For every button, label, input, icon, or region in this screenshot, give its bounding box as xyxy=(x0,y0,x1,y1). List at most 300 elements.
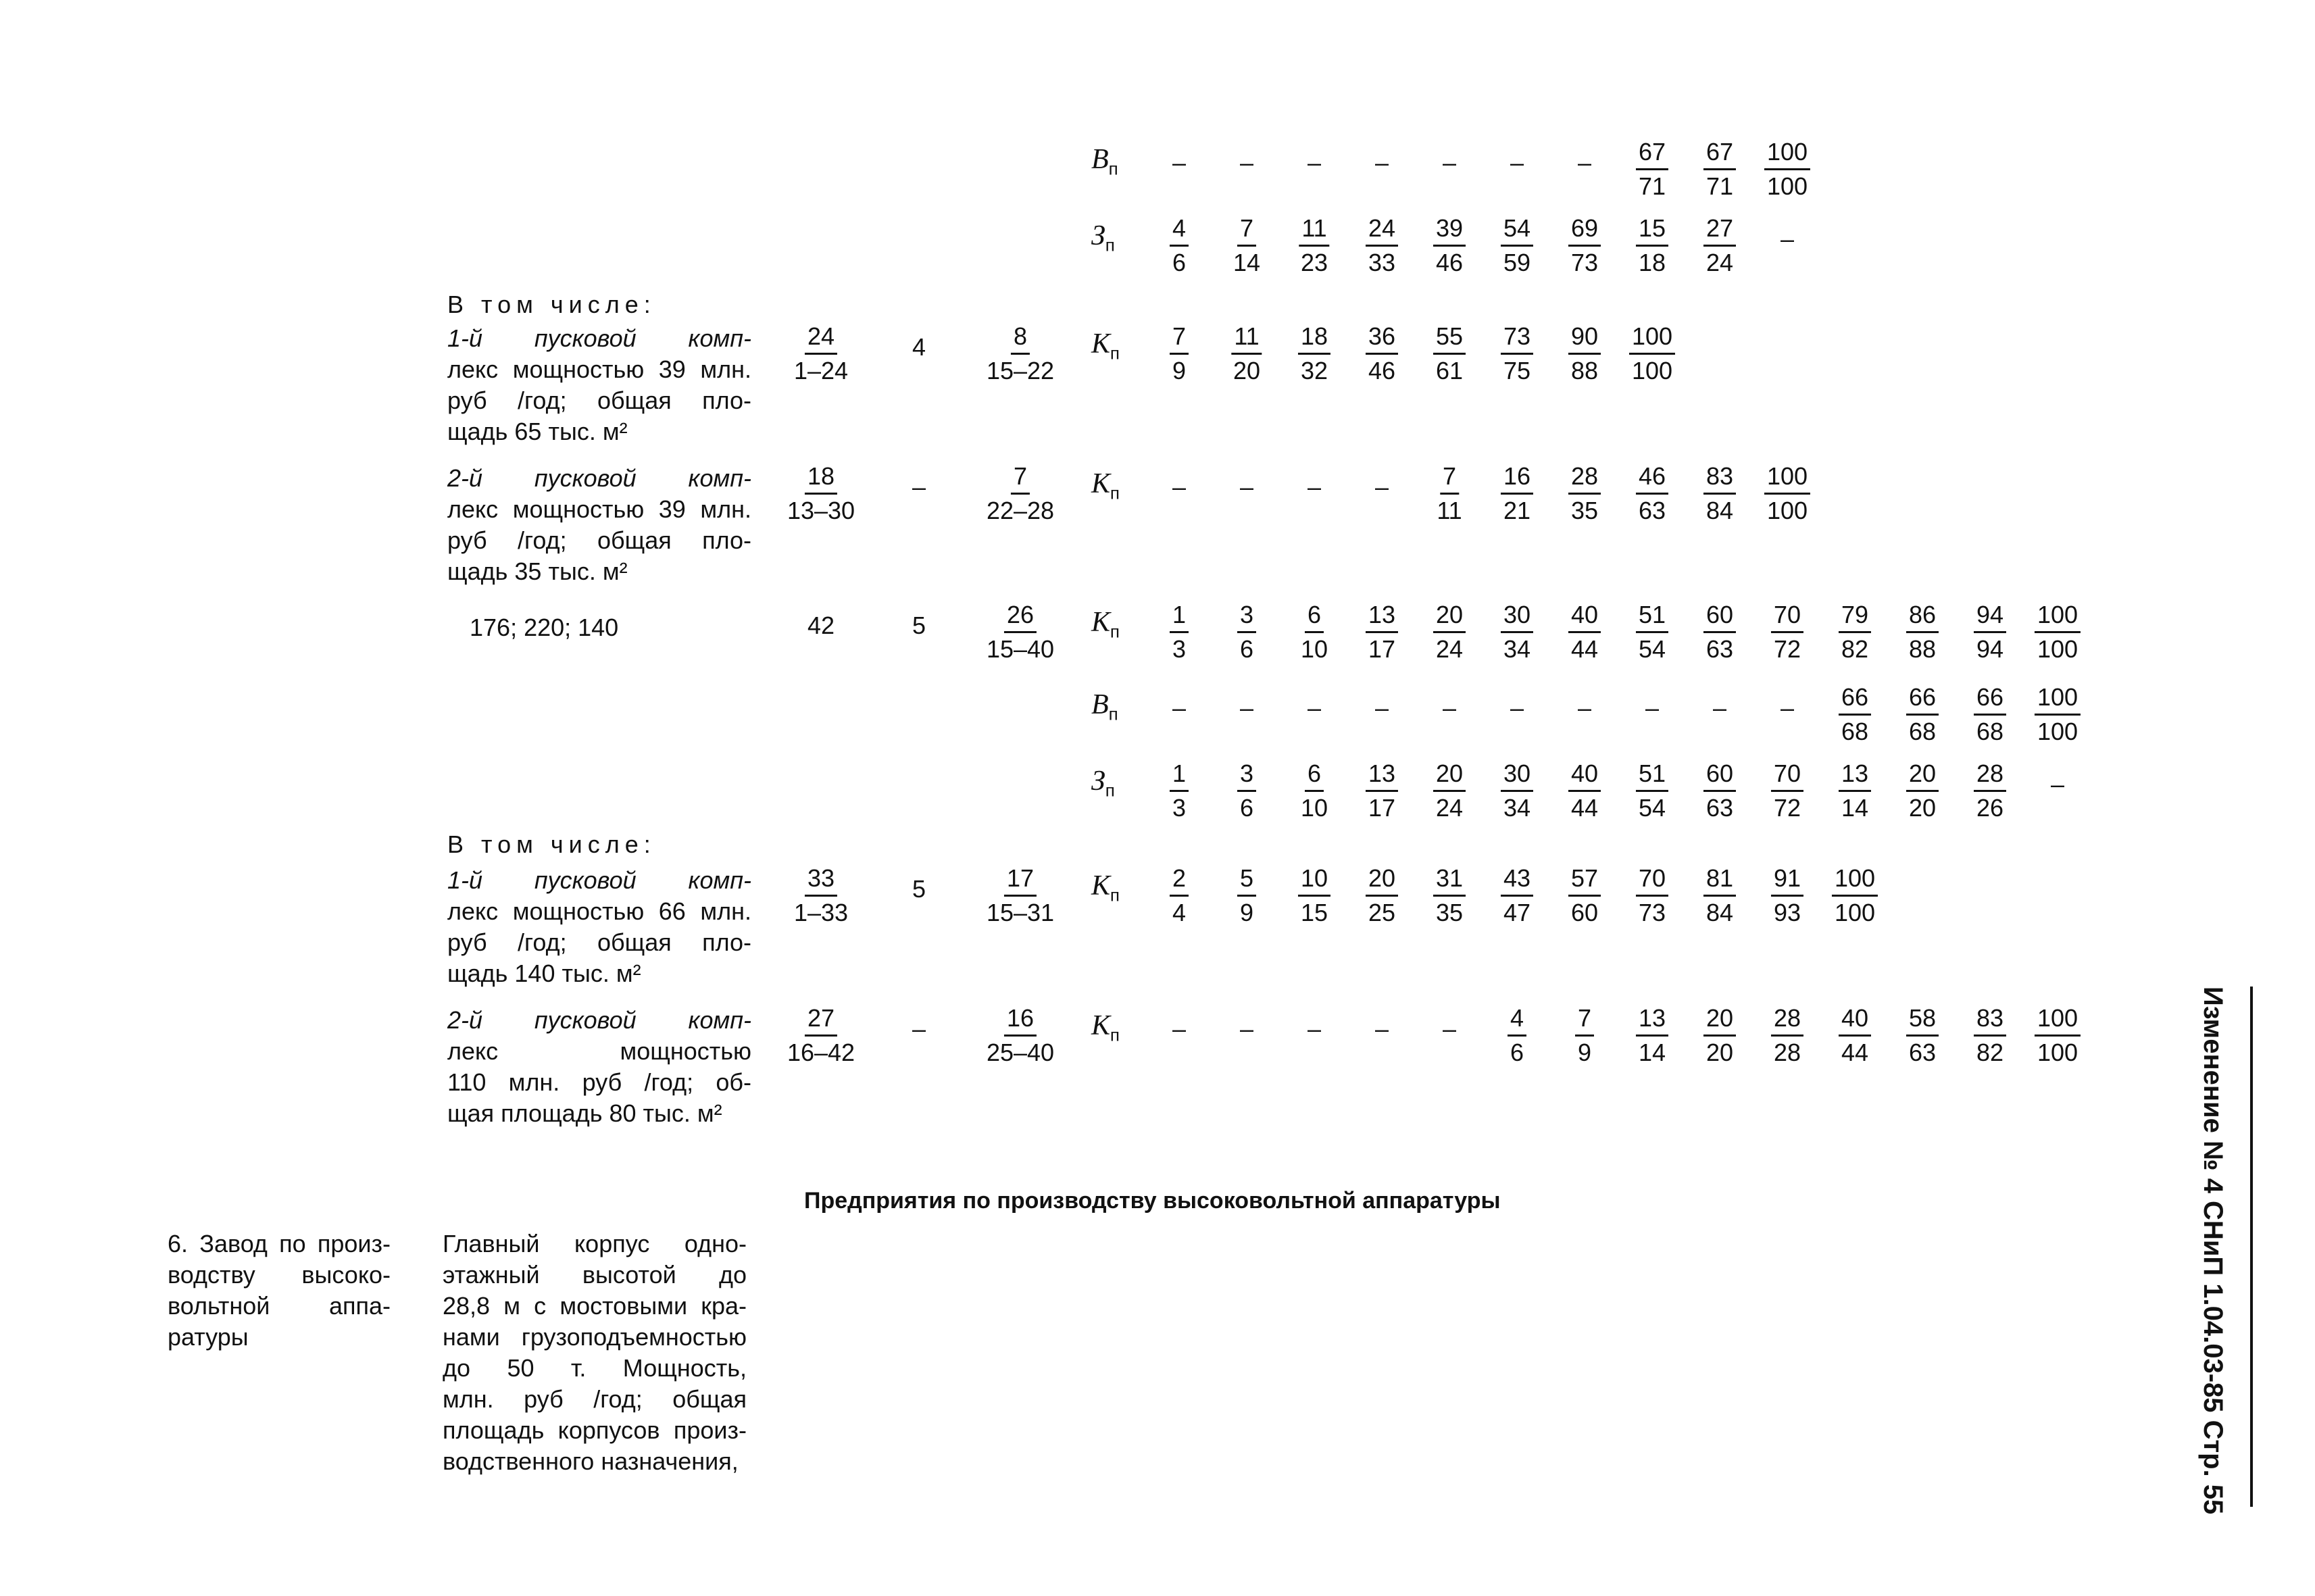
row176-zn-9-denominator: 72 xyxy=(1773,794,1801,822)
row176-zn-10-fraction xyxy=(1839,760,1871,822)
c3-kn-7-numerator: 70 xyxy=(1636,865,1668,897)
row176-vn-7: – xyxy=(1645,694,1660,722)
zn1-1-numerator: 7 xyxy=(1237,215,1256,247)
c4-kn-3: – xyxy=(1374,1015,1389,1043)
zn1-5-denominator: 59 xyxy=(1503,249,1531,276)
c2-col3-denominator: 22–28 xyxy=(986,497,1055,524)
c3-kn-10-numerator: 100 xyxy=(1832,865,1878,897)
vn1-5: – xyxy=(1510,149,1524,176)
row176-vn-6: – xyxy=(1577,694,1592,722)
c4-kn-0: – xyxy=(1172,1015,1187,1043)
label-vn-1 xyxy=(1091,144,1118,184)
c4-kn-11-denominator: 63 xyxy=(1908,1039,1937,1066)
row176-zn-6-numerator: 40 xyxy=(1568,760,1601,792)
c1-kn-5-numerator: 73 xyxy=(1501,323,1533,355)
c4-kn-13-fraction xyxy=(2035,1005,2081,1066)
c3-col3-numerator: 17 xyxy=(1004,865,1037,897)
row176-kn-1-denominator: 6 xyxy=(1239,635,1254,663)
vn1-9-denominator: 100 xyxy=(1766,172,1808,200)
c1-kn-3-numerator: 36 xyxy=(1366,323,1398,355)
c4-kn-1: – xyxy=(1239,1015,1254,1043)
row176-vn-12-denominator: 68 xyxy=(1976,718,2004,745)
c1-kn-7-fraction xyxy=(1629,323,1675,384)
c3-kn-2-denominator: 15 xyxy=(1300,899,1328,926)
c4-kn-2: – xyxy=(1307,1015,1322,1043)
c2-desc-line-2: руб /год; общая пло- xyxy=(447,526,751,554)
c4-label-kn xyxy=(1091,1010,1120,1050)
row176-kn-0-numerator: 1 xyxy=(1170,601,1189,633)
row176-zn-11-denominator: 20 xyxy=(1908,794,1937,822)
c4-kn-9-fraction xyxy=(1771,1005,1803,1066)
c2-kn-6-fraction xyxy=(1568,463,1601,524)
c4-kn-5-numerator: 4 xyxy=(1508,1005,1526,1037)
item6-desc-line-3: нами грузоподъемностью xyxy=(443,1323,747,1351)
c2-kn-6-numerator: 28 xyxy=(1568,463,1601,495)
c2-kn-5-numerator: 16 xyxy=(1501,463,1533,495)
c2-kn-4-numerator: 7 xyxy=(1440,463,1459,495)
c2-kn-8-denominator: 84 xyxy=(1706,497,1734,524)
c3-kn-1-denominator: 9 xyxy=(1239,899,1254,926)
row176-kn-7-fraction xyxy=(1636,601,1668,663)
zn1-5-numerator: 54 xyxy=(1501,215,1533,247)
c2-label-kn-subscript: п xyxy=(1110,482,1120,503)
c4-desc-line-1: лекс мощностью xyxy=(447,1037,751,1065)
item6-desc-line-5: млн. руб /год; общая xyxy=(443,1385,747,1413)
c3-kn-1-fraction xyxy=(1237,865,1256,926)
c3-kn-4-numerator: 31 xyxy=(1433,865,1466,897)
row176-vn-13-denominator: 100 xyxy=(2037,718,2078,745)
row176-zn-5-numerator: 30 xyxy=(1501,760,1533,792)
item6-desc-line-6: площадь корпусов произ- xyxy=(443,1416,747,1444)
c3-kn-5-fraction xyxy=(1501,865,1533,926)
row176-kn-4-denominator: 24 xyxy=(1435,635,1464,663)
row176-kn-1-fraction xyxy=(1237,601,1256,663)
c3-col1-denominator: 1–33 xyxy=(793,899,849,926)
c2-desc-line-0: 2-й пусковой комп- xyxy=(447,464,751,492)
c1-kn-1-denominator: 20 xyxy=(1233,357,1261,384)
zn1-0-fraction xyxy=(1170,215,1189,276)
c1-desc-line-3: щадь 65 тыс. м² xyxy=(447,418,628,445)
label-zn-1-letter: З xyxy=(1091,220,1105,251)
row176-kn-6-denominator: 44 xyxy=(1570,635,1599,663)
c1-col1-fraction xyxy=(794,323,848,384)
row176-kn-6-numerator: 40 xyxy=(1568,601,1601,633)
row176-col3-fraction xyxy=(987,601,1054,663)
c1-kn-0-numerator: 7 xyxy=(1170,323,1189,355)
row176-vn-10-numerator: 66 xyxy=(1839,684,1871,716)
row176-zn-7-fraction xyxy=(1636,760,1668,822)
vn1-4: – xyxy=(1442,149,1457,176)
c3-kn-3-numerator: 20 xyxy=(1366,865,1398,897)
row176-zn-3-denominator: 17 xyxy=(1368,794,1396,822)
row176-kn-2-fraction xyxy=(1301,601,1328,663)
row176-kn-10-numerator: 79 xyxy=(1839,601,1871,633)
c1-kn-6-fraction xyxy=(1568,323,1601,384)
c3-label-kn xyxy=(1091,870,1120,910)
row176-kn-11-fraction xyxy=(1906,601,1939,663)
c2-col2: – xyxy=(912,473,926,501)
row176-zn-6-denominator: 44 xyxy=(1570,794,1599,822)
c4-kn-10-fraction xyxy=(1839,1005,1871,1066)
zn1-8-denominator: 24 xyxy=(1706,249,1734,276)
c2-desc-line-1: лекс мощностью 39 млн. xyxy=(447,495,751,523)
row176-kn-13-denominator: 100 xyxy=(2037,635,2078,663)
c3-desc-line-2: руб /год; общая пло- xyxy=(447,928,751,956)
zn1-5-fraction xyxy=(1501,215,1533,276)
zn1-3-numerator: 24 xyxy=(1366,215,1398,247)
item6-name-line-0: 6. Завод по произ- xyxy=(168,1230,391,1257)
row176-col1: 42 xyxy=(807,612,835,639)
row176-zn-4-fraction xyxy=(1433,760,1466,822)
c4-kn-11-numerator: 58 xyxy=(1906,1005,1939,1037)
row176-vn-13-numerator: 100 xyxy=(2035,684,2081,716)
row176-zn-7-denominator: 54 xyxy=(1638,794,1666,822)
row176-kn-0-denominator: 3 xyxy=(1172,635,1187,663)
row176-vn-2: – xyxy=(1307,694,1322,722)
c4-kn-4: – xyxy=(1442,1015,1457,1043)
c1-kn-7-numerator: 100 xyxy=(1629,323,1675,355)
item6-desc-line-0: Главный корпус одно- xyxy=(443,1230,747,1257)
row176-col3-numerator: 26 xyxy=(1004,601,1037,633)
c3-kn-7-denominator: 73 xyxy=(1638,899,1666,926)
row176-vn-12-numerator: 66 xyxy=(1974,684,2006,716)
zn1-3-fraction xyxy=(1366,215,1398,276)
c2-kn-9-denominator: 100 xyxy=(1766,497,1808,524)
row176-label-zn-subscript: п xyxy=(1105,780,1115,801)
row176-kn-8-denominator: 63 xyxy=(1706,635,1734,663)
vn1-0: – xyxy=(1172,149,1187,176)
row-176-description: 176; 220; 140 xyxy=(470,614,619,641)
row176-kn-5-numerator: 30 xyxy=(1501,601,1533,633)
c4-kn-5-fraction xyxy=(1508,1005,1526,1066)
row176-zn-10-numerator: 13 xyxy=(1839,760,1871,792)
row176-kn-12-fraction xyxy=(1974,601,2006,663)
row176-zn-4-numerator: 20 xyxy=(1433,760,1466,792)
row176-kn-3-fraction xyxy=(1366,601,1398,663)
row176-zn-0-fraction xyxy=(1170,760,1189,822)
c1-kn-6-numerator: 90 xyxy=(1568,323,1601,355)
row176-kn-7-denominator: 54 xyxy=(1638,635,1666,663)
zn1-7-fraction xyxy=(1636,215,1668,276)
c4-kn-9-numerator: 28 xyxy=(1771,1005,1803,1037)
c4-label-kn-letter: К xyxy=(1091,1010,1110,1041)
row176-col2: 5 xyxy=(912,612,926,639)
c1-col3-fraction xyxy=(987,323,1054,384)
c1-kn-1-fraction xyxy=(1231,323,1262,384)
c3-kn-5-numerator: 43 xyxy=(1501,865,1533,897)
label-zn-1 xyxy=(1091,220,1115,260)
c1-kn-0-denominator: 9 xyxy=(1172,357,1187,384)
c3-desc-line-0: 1-й пусковой комп- xyxy=(447,866,751,894)
row176-zn-6-fraction xyxy=(1568,760,1601,822)
c1-kn-1-numerator: 11 xyxy=(1231,323,1262,355)
item6-name-line-2: вольтной аппа- xyxy=(168,1292,391,1320)
c3-col3-fraction xyxy=(987,865,1054,926)
row176-kn-10-fraction xyxy=(1839,601,1871,663)
row176-kn-13-numerator: 100 xyxy=(2035,601,2081,633)
row176-kn-3-denominator: 17 xyxy=(1368,635,1396,663)
c3-kn-4-denominator: 35 xyxy=(1435,899,1464,926)
including-label-2: В том числе: xyxy=(447,830,656,858)
c4-desc-line-2: 110 млн. руб /год; об- xyxy=(447,1068,751,1096)
row176-zn-9-numerator: 70 xyxy=(1771,760,1803,792)
row176-kn-5-denominator: 34 xyxy=(1503,635,1531,663)
row176-zn-4-denominator: 24 xyxy=(1435,794,1464,822)
c4-kn-13-numerator: 100 xyxy=(2035,1005,2081,1037)
row176-kn-9-denominator: 72 xyxy=(1773,635,1801,663)
c4-kn-12-fraction xyxy=(1974,1005,2006,1066)
c2-kn-4-fraction xyxy=(1437,463,1462,524)
c2-kn-9-numerator: 100 xyxy=(1764,463,1810,495)
c1-desc-line-1: лекс мощностью 39 млн. xyxy=(447,355,751,383)
c1-col2: 4 xyxy=(912,333,926,361)
c3-kn-2-fraction xyxy=(1298,865,1330,926)
c1-kn-6-denominator: 88 xyxy=(1570,357,1599,384)
c2-kn-7-fraction xyxy=(1636,463,1668,524)
row176-zn-12-fraction xyxy=(1974,760,2006,822)
vn1-1: – xyxy=(1239,149,1254,176)
c1-col1-denominator: 1–24 xyxy=(793,357,849,384)
row176-kn-3-numerator: 13 xyxy=(1366,601,1398,633)
row176-kn-7-numerator: 51 xyxy=(1636,601,1668,633)
row176-kn-0-fraction xyxy=(1170,601,1189,663)
c4-kn-10-numerator: 40 xyxy=(1839,1005,1871,1037)
c3-kn-6-denominator: 60 xyxy=(1570,899,1599,926)
c4-kn-8-denominator: 20 xyxy=(1706,1039,1734,1066)
row176-zn-11-numerator: 20 xyxy=(1906,760,1939,792)
label-vn-1-subscript: п xyxy=(1108,158,1118,179)
c1-label-kn xyxy=(1091,328,1120,368)
row176-zn-8-fraction xyxy=(1703,760,1736,822)
row176-vn-0: – xyxy=(1172,694,1187,722)
side-rule xyxy=(2250,987,2253,1507)
c4-kn-5-denominator: 6 xyxy=(1510,1039,1524,1066)
c3-kn-8-denominator: 84 xyxy=(1706,899,1734,926)
row176-vn-11-denominator: 68 xyxy=(1908,718,1937,745)
row176-zn-12-numerator: 28 xyxy=(1974,760,2006,792)
c1-kn-3-fraction xyxy=(1366,323,1398,384)
c3-kn-10-denominator: 100 xyxy=(1834,899,1876,926)
row176-col3-denominator: 15–40 xyxy=(986,635,1055,663)
zn1-4-fraction xyxy=(1433,215,1466,276)
row176-kn-2-numerator: 6 xyxy=(1305,601,1324,633)
zn1-1-denominator: 14 xyxy=(1233,249,1261,276)
zn1-6-numerator: 69 xyxy=(1568,215,1601,247)
c1-kn-4-fraction xyxy=(1433,323,1466,384)
c3-col2: 5 xyxy=(912,875,926,903)
c3-kn-0-denominator: 4 xyxy=(1172,899,1187,926)
row176-kn-10-denominator: 82 xyxy=(1841,635,1869,663)
c4-col1-numerator: 27 xyxy=(805,1005,837,1037)
c4-kn-6-denominator: 9 xyxy=(1577,1039,1592,1066)
c4-label-kn-subscript: п xyxy=(1110,1024,1120,1045)
c2-kn-5-denominator: 21 xyxy=(1503,497,1531,524)
zn1-8-numerator: 27 xyxy=(1703,215,1736,247)
c2-desc-line-3: щадь 35 тыс. м² xyxy=(447,557,628,585)
c2-kn-3: – xyxy=(1374,473,1389,501)
c4-kn-6-fraction xyxy=(1575,1005,1594,1066)
item6-desc-line-2: 28,8 м с мостовыми кра- xyxy=(443,1292,747,1320)
including-label-1: В том числе: xyxy=(447,291,656,318)
row176-zn-12-denominator: 26 xyxy=(1976,794,2004,822)
row176-label-vn-subscript: п xyxy=(1108,703,1118,724)
c2-kn-5-fraction xyxy=(1501,463,1533,524)
c4-kn-8-numerator: 20 xyxy=(1703,1005,1736,1037)
row176-kn-4-numerator: 20 xyxy=(1433,601,1466,633)
c1-kn-2-denominator: 32 xyxy=(1300,357,1328,384)
row176-zn-0-denominator: 3 xyxy=(1172,794,1187,822)
row176-zn-3-fraction xyxy=(1366,760,1398,822)
row176-kn-12-numerator: 94 xyxy=(1974,601,2006,633)
c1-kn-4-numerator: 55 xyxy=(1433,323,1466,355)
item6-desc-line-7: водственного назначения, xyxy=(443,1447,739,1475)
label-vn-1-letter: В xyxy=(1091,144,1109,175)
row176-zn-8-denominator: 63 xyxy=(1706,794,1734,822)
row176-zn-11-fraction xyxy=(1906,760,1939,822)
row176-kn-4-fraction xyxy=(1433,601,1466,663)
zn1-6-fraction xyxy=(1568,215,1601,276)
vn1-9-fraction xyxy=(1764,139,1810,200)
row176-zn-5-denominator: 34 xyxy=(1503,794,1531,822)
zn1-0-numerator: 4 xyxy=(1170,215,1189,247)
label-zn-1-subscript: п xyxy=(1105,234,1115,255)
c3-col3-denominator: 15–31 xyxy=(986,899,1055,926)
c4-kn-12-numerator: 83 xyxy=(1974,1005,2006,1037)
row176-kn-2-denominator: 10 xyxy=(1300,635,1328,663)
row176-label-kn-subscript: п xyxy=(1110,621,1120,642)
row176-zn-2-numerator: 6 xyxy=(1305,760,1324,792)
c3-label-kn-subscript: п xyxy=(1110,884,1120,905)
row176-kn-6-fraction xyxy=(1568,601,1601,663)
c2-kn-8-numerator: 83 xyxy=(1703,463,1736,495)
c4-desc-line-3: щая площадь 80 тыс. м² xyxy=(447,1099,722,1127)
c2-kn-8-fraction xyxy=(1703,463,1736,524)
zn1-1-fraction xyxy=(1233,215,1260,276)
row176-label-vn xyxy=(1091,689,1118,729)
row176-kn-11-numerator: 86 xyxy=(1906,601,1939,633)
c3-desc-line-1: лекс мощностью 66 млн. xyxy=(447,897,751,925)
c4-kn-12-denominator: 82 xyxy=(1976,1039,2004,1066)
c1-label-kn-letter: К xyxy=(1091,328,1110,359)
row176-vn-10-denominator: 68 xyxy=(1841,718,1869,745)
c2-kn-9-fraction xyxy=(1764,463,1810,524)
c4-col1-denominator: 16–42 xyxy=(787,1039,855,1066)
row176-zn-7-numerator: 51 xyxy=(1636,760,1668,792)
row176-vn-8: – xyxy=(1712,694,1727,722)
zn1-2-numerator: 11 xyxy=(1299,215,1329,247)
c2-kn-0: – xyxy=(1172,473,1187,501)
zn1-2-denominator: 23 xyxy=(1300,249,1328,276)
vn1-8-fraction xyxy=(1703,139,1736,200)
row176-kn-9-fraction xyxy=(1771,601,1803,663)
row176-vn-5: – xyxy=(1510,694,1524,722)
row176-zn-13: – xyxy=(2050,770,2065,798)
vn1-8-denominator: 71 xyxy=(1706,172,1734,200)
row176-vn-11-fraction xyxy=(1906,684,1939,745)
row176-vn-13-fraction xyxy=(2035,684,2081,745)
row176-zn-2-fraction xyxy=(1301,760,1328,822)
c4-kn-8-fraction xyxy=(1703,1005,1736,1066)
c2-kn-7-numerator: 46 xyxy=(1636,463,1668,495)
c1-desc-line-0: 1-й пусковой комп- xyxy=(447,324,751,352)
row176-zn-2-denominator: 10 xyxy=(1300,794,1328,822)
c3-label-kn-letter: К xyxy=(1091,870,1110,901)
row176-vn-4: – xyxy=(1442,694,1457,722)
zn1-8-fraction xyxy=(1703,215,1736,276)
c4-kn-11-fraction xyxy=(1906,1005,1939,1066)
c2-kn-6-denominator: 35 xyxy=(1570,497,1599,524)
row176-zn-0-numerator: 1 xyxy=(1170,760,1189,792)
c1-kn-5-fraction xyxy=(1501,323,1533,384)
vn1-2: – xyxy=(1307,149,1322,176)
vn1-8-numerator: 67 xyxy=(1703,139,1736,170)
c3-kn-8-numerator: 81 xyxy=(1703,865,1736,897)
c1-kn-3-denominator: 46 xyxy=(1368,357,1396,384)
item6-desc-line-4: до 50 т. Мощность, xyxy=(443,1354,747,1382)
zn1-0-denominator: 6 xyxy=(1172,249,1187,276)
row176-kn-13-fraction xyxy=(2035,601,2081,663)
row176-zn-3-numerator: 13 xyxy=(1366,760,1398,792)
row176-label-zn xyxy=(1091,766,1115,805)
row176-vn-11-numerator: 66 xyxy=(1906,684,1939,716)
item6-desc-line-1: этажный высотой до xyxy=(443,1261,747,1289)
zn1-2-fraction xyxy=(1299,215,1329,276)
c3-desc-line-3: щадь 140 тыс. м² xyxy=(447,959,641,987)
row176-kn-8-fraction xyxy=(1703,601,1736,663)
c3-kn-9-fraction xyxy=(1771,865,1803,926)
row176-label-kn xyxy=(1091,607,1120,647)
vn1-7-denominator: 71 xyxy=(1638,172,1666,200)
c2-kn-7-denominator: 63 xyxy=(1638,497,1666,524)
row176-zn-9-fraction xyxy=(1771,760,1803,822)
c4-desc-line-0: 2-й пусковой комп- xyxy=(447,1006,751,1034)
row176-kn-9-numerator: 70 xyxy=(1771,601,1803,633)
c4-kn-7-numerator: 13 xyxy=(1636,1005,1668,1037)
row176-kn-1-numerator: 3 xyxy=(1237,601,1256,633)
vn1-9-numerator: 100 xyxy=(1764,139,1810,170)
c3-kn-3-fraction xyxy=(1366,865,1398,926)
row176-kn-5-fraction xyxy=(1501,601,1533,663)
c3-kn-4-fraction xyxy=(1433,865,1466,926)
vn1-3: – xyxy=(1374,149,1389,176)
c4-kn-9-denominator: 28 xyxy=(1773,1039,1801,1066)
row176-kn-11-denominator: 88 xyxy=(1908,635,1937,663)
vn1-6: – xyxy=(1577,149,1592,176)
c4-col3-fraction xyxy=(987,1005,1054,1066)
c1-label-kn-subscript: п xyxy=(1110,343,1120,364)
row176-zn-1-numerator: 3 xyxy=(1237,760,1256,792)
c2-label-kn-letter: К xyxy=(1091,468,1110,499)
row176-vn-10-fraction xyxy=(1839,684,1871,745)
c1-kn-4-denominator: 61 xyxy=(1435,357,1464,384)
c3-kn-0-numerator: 2 xyxy=(1170,865,1189,897)
c4-col3-numerator: 16 xyxy=(1004,1005,1037,1037)
c3-col1-fraction xyxy=(794,865,848,926)
row176-label-zn-letter: З xyxy=(1091,766,1105,797)
side-caption: Изменение № 4 СНиП 1.04.03-85 Стр. 55 xyxy=(2198,987,2228,1515)
c4-kn-10-denominator: 44 xyxy=(1841,1039,1869,1066)
c1-desc-line-2: руб /год; общая пло- xyxy=(447,386,751,414)
item6-name-line-1: водству высоко- xyxy=(168,1261,391,1289)
c2-col3-fraction xyxy=(987,463,1054,524)
row176-zn-1-fraction xyxy=(1237,760,1256,822)
c4-col3-denominator: 25–40 xyxy=(986,1039,1055,1066)
row176-kn-12-denominator: 94 xyxy=(1976,635,2004,663)
c1-kn-2-fraction xyxy=(1298,323,1330,384)
row176-label-vn-letter: В xyxy=(1091,689,1109,720)
c1-col3-denominator: 15–22 xyxy=(986,357,1055,384)
zn1-6-denominator: 73 xyxy=(1570,249,1599,276)
